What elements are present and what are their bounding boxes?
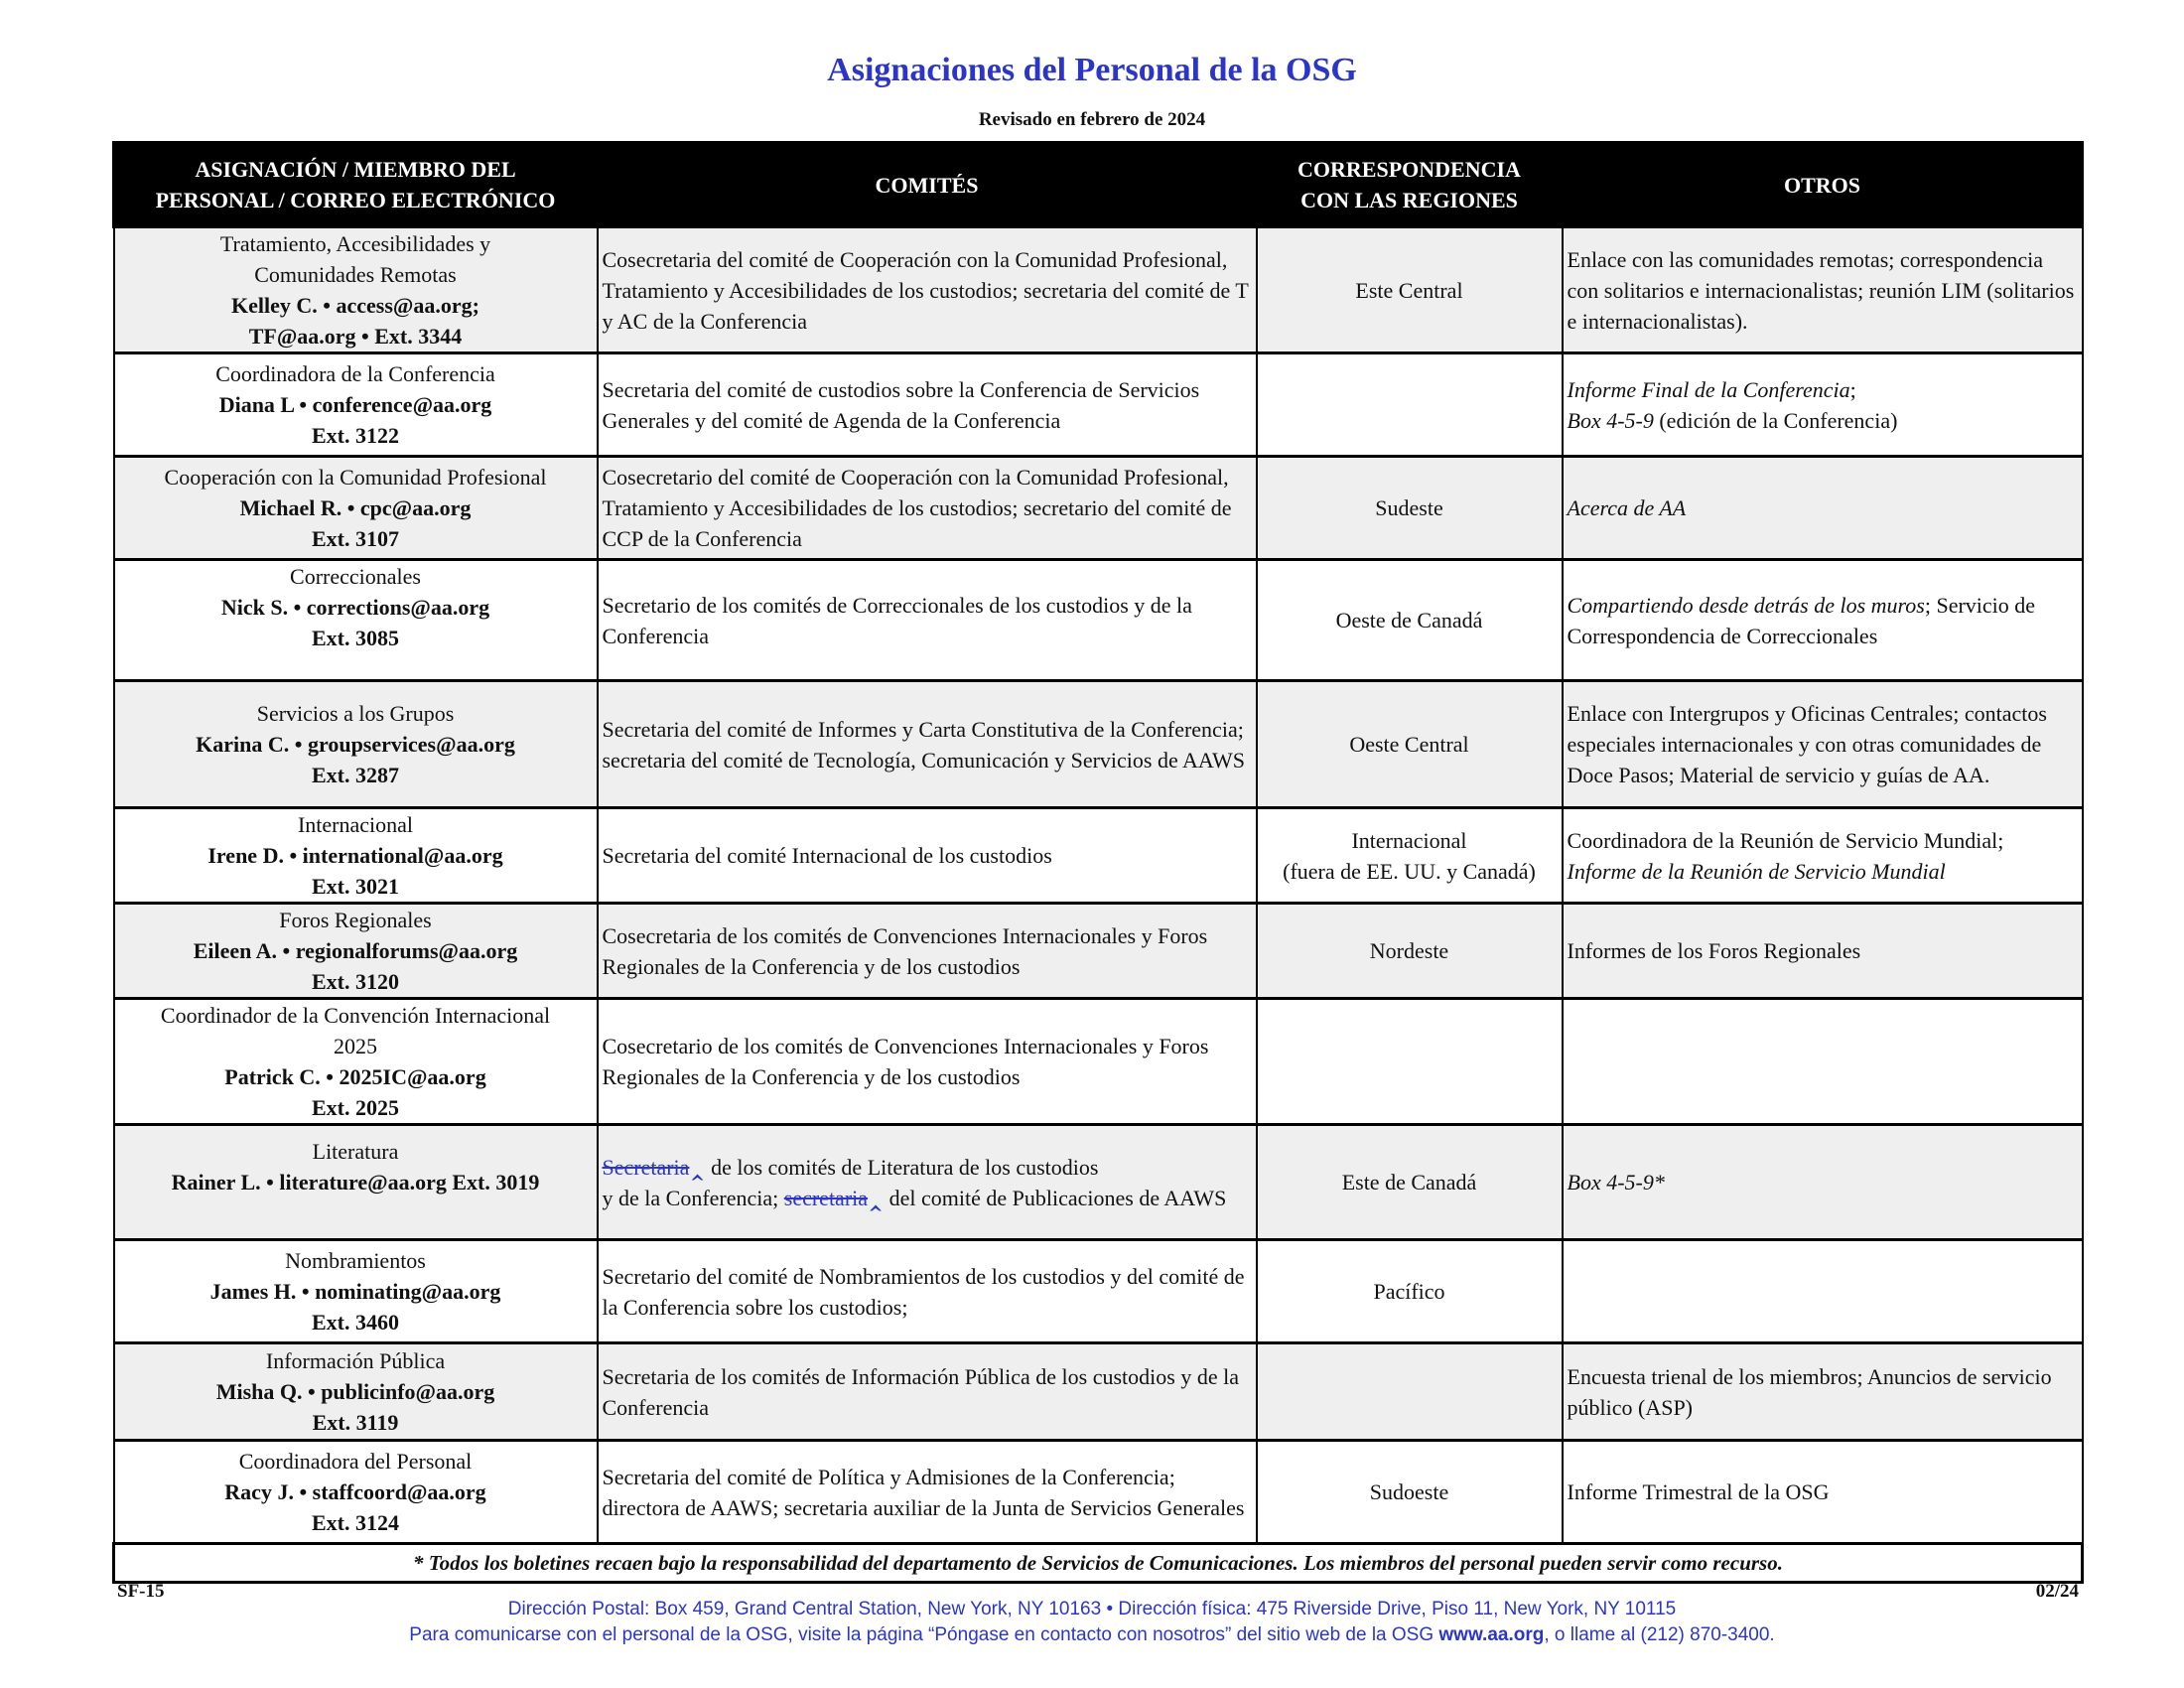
- header-assignment-line1: ASIGNACIÓN / MIEMBRO DEL: [195, 157, 516, 182]
- committees-cell: Cosecretario del comité de Cooperación con la Comunidad Profesional, Tratamiento y Accesibilidades de los custodios; secretario del comité de CCP de la Conferencia: [598, 457, 1257, 560]
- other-text: ;: [1849, 376, 1856, 402]
- publication-title: Acerca de AA: [1567, 495, 1687, 520]
- committees-cell: Secretaria del comité de custodios sobre la Conferencia de Servicios Generales y del comité de Agenda de la Conferencia: [598, 353, 1257, 457]
- header-assignment-line2: PERSONAL / CORREO ELECTRÓNICO: [155, 188, 556, 212]
- region-cell: [1257, 353, 1563, 457]
- committees-cell: [598, 1125, 1257, 1240]
- committees-cell: Cosecretaria de los comités de Convenciones Internacionales y Foros Regionales de la Conferencia y de los custodios: [598, 904, 1257, 999]
- committees-cell: Secretaria del comité Internacional de los custodios: [598, 808, 1257, 904]
- assignment-cell: [114, 808, 598, 904]
- region-cell: Nordeste: [1257, 904, 1563, 999]
- staff-contact: Eileen A. • regionalforums@aa.org: [193, 938, 518, 963]
- table-header-row: [114, 143, 2083, 227]
- struck-text: Secretaria: [602, 1154, 690, 1180]
- other-cell: Enlace con las comunidades remotas; correspondencia con solitarios e internacionalistas; reunión LIM (solitarios e internacionalistas).: [1563, 227, 2083, 353]
- publication-title: Informe de la Reunión de Servicio Mundial: [1567, 858, 1946, 884]
- struck-text: secretaria: [783, 1185, 869, 1210]
- form-code: SF-15: [117, 1581, 165, 1602]
- staff-contact: Irene D. • international@aa.org: [207, 843, 503, 868]
- staff-extension: Ext. 3460: [312, 1310, 399, 1335]
- region-note: (fuera de EE. UU. y Canadá): [1283, 858, 1536, 884]
- role-title: Cooperación con la Comunidad Profesional: [164, 465, 547, 490]
- assignment-cell: [114, 560, 598, 681]
- staff-extension: Ext. 3085: [312, 626, 399, 650]
- website-link[interactable]: www.aa.org: [1438, 1624, 1545, 1645]
- committees-cell: Cosecretaria del comité de Cooperación con la Comunidad Profesional, Tratamiento y Accesibilidades de los custodios; secretaria del comité de T y AC de la Conferencia: [598, 227, 1257, 353]
- assignment-cell: [114, 681, 598, 808]
- header-regions-line2: CON LAS REGIONES: [1300, 188, 1518, 212]
- region-cell: Sudeste: [1257, 457, 1563, 560]
- staff-extension: Ext. 3122: [312, 423, 399, 448]
- other-cell: [1563, 1240, 2083, 1343]
- role-title: Servicios a los Grupos: [256, 701, 455, 726]
- other-cell: Enlace con Intergrupos y Oficinas Centrales; contactos especiales internacionales y con otras comunidades de Doce Pasos; Material de servicio y guías de AA.: [1563, 681, 2083, 808]
- region-cell: Oeste de Canadá: [1257, 560, 1563, 681]
- other-cell: [1563, 560, 2083, 681]
- staff-extension: Ext. 3287: [312, 763, 399, 787]
- role-title-cont: 2025: [334, 1034, 377, 1058]
- role-title: Foros Regionales: [279, 908, 432, 932]
- region-cell: Pacífico: [1257, 1240, 1563, 1343]
- page-title: Asignaciones del Personal de la OSG: [827, 52, 1357, 88]
- region-cell: Sudoeste: [1257, 1441, 1563, 1544]
- table-row: [114, 904, 2083, 999]
- region-cell: [1257, 808, 1563, 904]
- assignment-cell: [114, 904, 598, 999]
- region-cell: Este de Canadá: [1257, 1125, 1563, 1240]
- assignment-cell: [114, 1441, 598, 1544]
- committees-text: del comité de Publicaciones de AAWS: [884, 1185, 1227, 1210]
- table-row: [114, 1240, 2083, 1343]
- region-cell: Este Central: [1257, 227, 1563, 353]
- header-regions-line1: CORRESPONDENCIA: [1297, 157, 1521, 182]
- assignment-cell: [114, 227, 598, 353]
- staff-contact: Patrick C. • 2025IC@aa.org: [224, 1064, 486, 1089]
- other-cell: [1563, 1125, 2083, 1240]
- assignment-cell: [114, 1125, 598, 1240]
- staff-extension: Ext. 3124: [312, 1510, 399, 1535]
- publication-title: Informe Final de la Conferencia: [1567, 376, 1850, 402]
- table-row: [114, 808, 2083, 904]
- staff-contact: Michael R. • cpc@aa.org: [239, 495, 472, 520]
- other-cell: Informes de los Foros Regionales: [1563, 904, 2083, 999]
- role-title-cont: Comunidades Remotas: [254, 262, 457, 287]
- insert-caret-icon: ‸: [689, 1154, 706, 1180]
- footnote-row: [114, 1544, 2083, 1583]
- role-title: Correccionales: [290, 564, 421, 589]
- footnote-text: * Todos los boletines recaen bajo la responsabilidad del departamento de Servicios de Comunicaciones. Los miembros del personal pueden servir como recurso.: [114, 1544, 2083, 1583]
- role-title: Información Pública: [265, 1348, 446, 1373]
- table-row: [114, 227, 2083, 353]
- revision-date: 02/24: [2035, 1581, 2079, 1602]
- postal-address: Dirección Postal: Box 459, Grand Central Station, New York, NY 10163 • Dirección física: 475 Riverside Drive, Piso 11, New York, NY 10115: [507, 1599, 1677, 1619]
- staff-contact: Rainer L. • literature@aa.org Ext. 3019: [171, 1170, 540, 1195]
- staff-contact: Misha Q. • publicinfo@aa.org: [215, 1379, 495, 1404]
- header-assignment: [114, 143, 598, 227]
- committees-cell: Cosecretario de los comités de Convenciones Internacionales y Foros Regionales de la Conferencia y de los custodios: [598, 999, 1257, 1125]
- table-row: [114, 999, 2083, 1125]
- role-title: Coordinadora de la Conferencia: [215, 361, 495, 386]
- publication-title: Compartiendo desde detrás de los muros: [1567, 592, 1925, 618]
- committees-cell: Secretaria del comité de Política y Admisiones de la Conferencia; directora de AAWS; secretaria auxiliar de la Junta de Servicios Generales: [598, 1441, 1257, 1544]
- insert-caret-icon: ‸: [868, 1185, 885, 1210]
- committees-cell: Secretario del comité de Nombramientos de los custodios y del comité de la Conferencia sobre los custodios;: [598, 1240, 1257, 1343]
- committees-cell: Secretaria de los comités de Información Pública de los custodios y de la Conferencia: [598, 1343, 1257, 1441]
- other-cell: [1563, 353, 2083, 457]
- staff-extension: TF@aa.org • Ext. 3344: [248, 324, 463, 349]
- other-cell: [1563, 457, 2083, 560]
- other-cell: Encuesta trienal de los miembros; Anuncios de servicio público (ASP): [1563, 1343, 2083, 1441]
- header-other: OTROS: [1563, 143, 2083, 227]
- table-row: [114, 457, 2083, 560]
- region-cell: [1257, 1343, 1563, 1441]
- staff-contact: Nick S. • corrections@aa.org: [220, 595, 490, 620]
- table-row: [114, 1441, 2083, 1544]
- role-title: Internacional: [297, 812, 414, 837]
- table-row: [114, 560, 2083, 681]
- other-cell: Informe Trimestral de la OSG: [1563, 1441, 2083, 1544]
- role-title: Literatura: [312, 1139, 399, 1164]
- assignment-cell: [114, 1240, 598, 1343]
- region-cell: [1257, 999, 1563, 1125]
- committees-cell: Secretaria del comité de Informes y Carta Constitutiva de la Conferencia; secretaria del comité de Tecnología, Comunicación y Servicios de AAWS: [598, 681, 1257, 808]
- committees-text: de los comités de Literatura de los custodios: [705, 1154, 1099, 1180]
- region-cell: Oeste Central: [1257, 681, 1563, 808]
- assignment-cell: [114, 1343, 598, 1441]
- revision-subtitle: Revisado en febrero de 2024: [978, 109, 1206, 130]
- staff-extension: Ext. 3107: [312, 526, 399, 551]
- publication-title: Box 4-5-9: [1567, 407, 1654, 433]
- staff-contact: Racy J. • staffcoord@aa.org: [224, 1479, 486, 1504]
- header-committees: COMITÉS: [598, 143, 1257, 227]
- other-text: Coordinadora de la Reunión de Servicio Mundial;: [1567, 827, 2004, 853]
- staff-extension: Ext. 2025: [312, 1095, 399, 1120]
- assignment-cell: [114, 457, 598, 560]
- committees-cell: Secretario de los comités de Correccionales de los custodios y de la Conferencia: [598, 560, 1257, 681]
- other-cell: [1563, 999, 2083, 1125]
- contact-text: Para comunicarse con el personal de la OSG, visite la página “Póngase en contacto con nosotros” del sitio web de la OSG: [409, 1624, 1439, 1645]
- contact-text-end: , o llame al (212) 870-3400.: [1544, 1624, 1775, 1645]
- staff-assignments-table: [112, 141, 2084, 1584]
- assignment-cell: [114, 999, 598, 1125]
- role-title: Coordinadora del Personal: [238, 1449, 473, 1474]
- role-title: Tratamiento, Accesibilidades y: [219, 231, 491, 256]
- region-name: Internacional: [1351, 827, 1467, 853]
- staff-extension: Ext. 3119: [312, 1410, 399, 1435]
- role-title: Nombramientos: [285, 1248, 426, 1273]
- staff-extension: Ext. 3021: [312, 874, 399, 899]
- staff-contact: Diana L • conference@aa.org: [218, 392, 492, 417]
- role-title: Coordinador de la Convención Internacional: [160, 1003, 551, 1028]
- staff-contact: Kelley C. • access@aa.org;: [231, 293, 479, 318]
- other-text: ; Servicio de Correspondencia de Correccionales: [1567, 592, 2036, 648]
- table-row: [114, 1343, 2083, 1441]
- staff-contact: Karina C. • groupservices@aa.org: [196, 732, 515, 757]
- committees-text: y de la Conferencia;: [602, 1185, 784, 1210]
- table-row: [114, 681, 2083, 808]
- table-row: [114, 353, 2083, 457]
- publication-title: Box 4-5-9*: [1567, 1170, 1665, 1195]
- header-regions: [1257, 143, 1563, 227]
- staff-extension: Ext. 3120: [312, 969, 399, 994]
- other-cell: [1563, 808, 2083, 904]
- contact-line: [0, 1624, 2184, 1646]
- other-text: (edición de la Conferencia): [1653, 407, 1898, 433]
- staff-contact: James H. • nominating@aa.org: [209, 1279, 501, 1304]
- table-row: [114, 1125, 2083, 1240]
- assignment-cell: [114, 353, 598, 457]
